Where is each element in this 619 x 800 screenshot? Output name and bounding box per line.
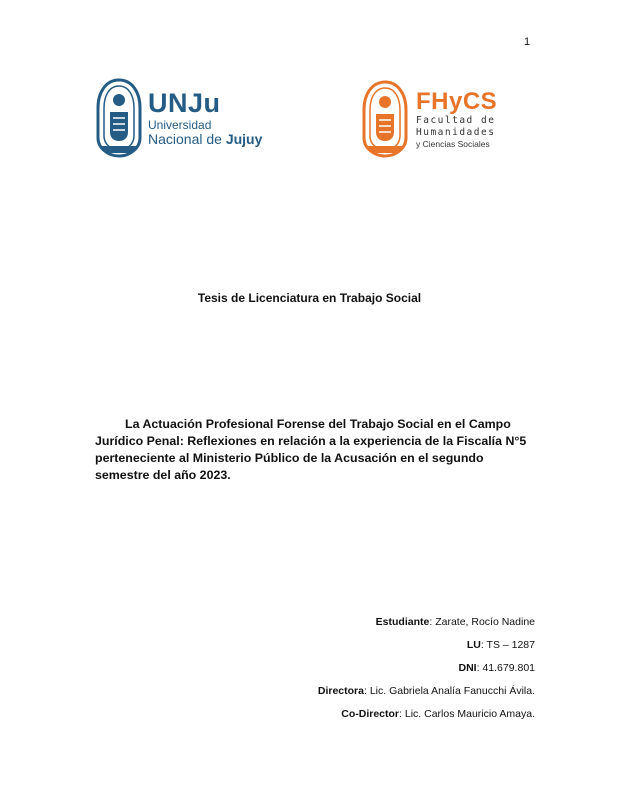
unju-line-2: Nacional de Jujuy xyxy=(148,131,263,147)
thesis-subtitle: Tesis de Licenciatura en Trabajo Social xyxy=(197,291,422,305)
unju-line-1: Universidad xyxy=(148,118,212,132)
credit-lu: LU: TS – 1287 xyxy=(466,639,535,651)
unju-seal-icon xyxy=(96,78,142,158)
fhycs-abbreviation: FHyCS xyxy=(416,87,498,115)
unju-abbreviation: UNJu xyxy=(148,88,221,118)
credit-director: Directora: Lic. Gabriela Analía Fanucchi Ávila. xyxy=(317,685,535,697)
fhycs-line-3: y Ciencias Sociales xyxy=(416,139,490,150)
credit-co-director: Co-Director: Lic. Carlos Mauricio Amaya. xyxy=(341,708,535,720)
fhycs-seal-icon xyxy=(362,80,408,158)
unju-logo xyxy=(96,78,262,158)
page-number: 1 xyxy=(524,36,531,48)
thesis-title: La Actuación Profesional Forense del Trabajo Social en el Campo Jurídico Penal: Reflexiones en relación a la experiencia de la Fiscalía N°5 perteneciente al Ministerio Público de la Acusación en el segundo semestre del año 2023. xyxy=(95,417,527,482)
credit-dni: DNI: 41.679.801 xyxy=(458,662,535,674)
fhycs-logo xyxy=(362,80,497,158)
fhycs-line-2: Humanidades xyxy=(416,127,496,139)
credit-student: Estudiante: Zarate, Rocío Nadine xyxy=(375,616,535,628)
credits-block xyxy=(318,614,535,729)
fhycs-line-1: Facultad de xyxy=(416,115,496,127)
